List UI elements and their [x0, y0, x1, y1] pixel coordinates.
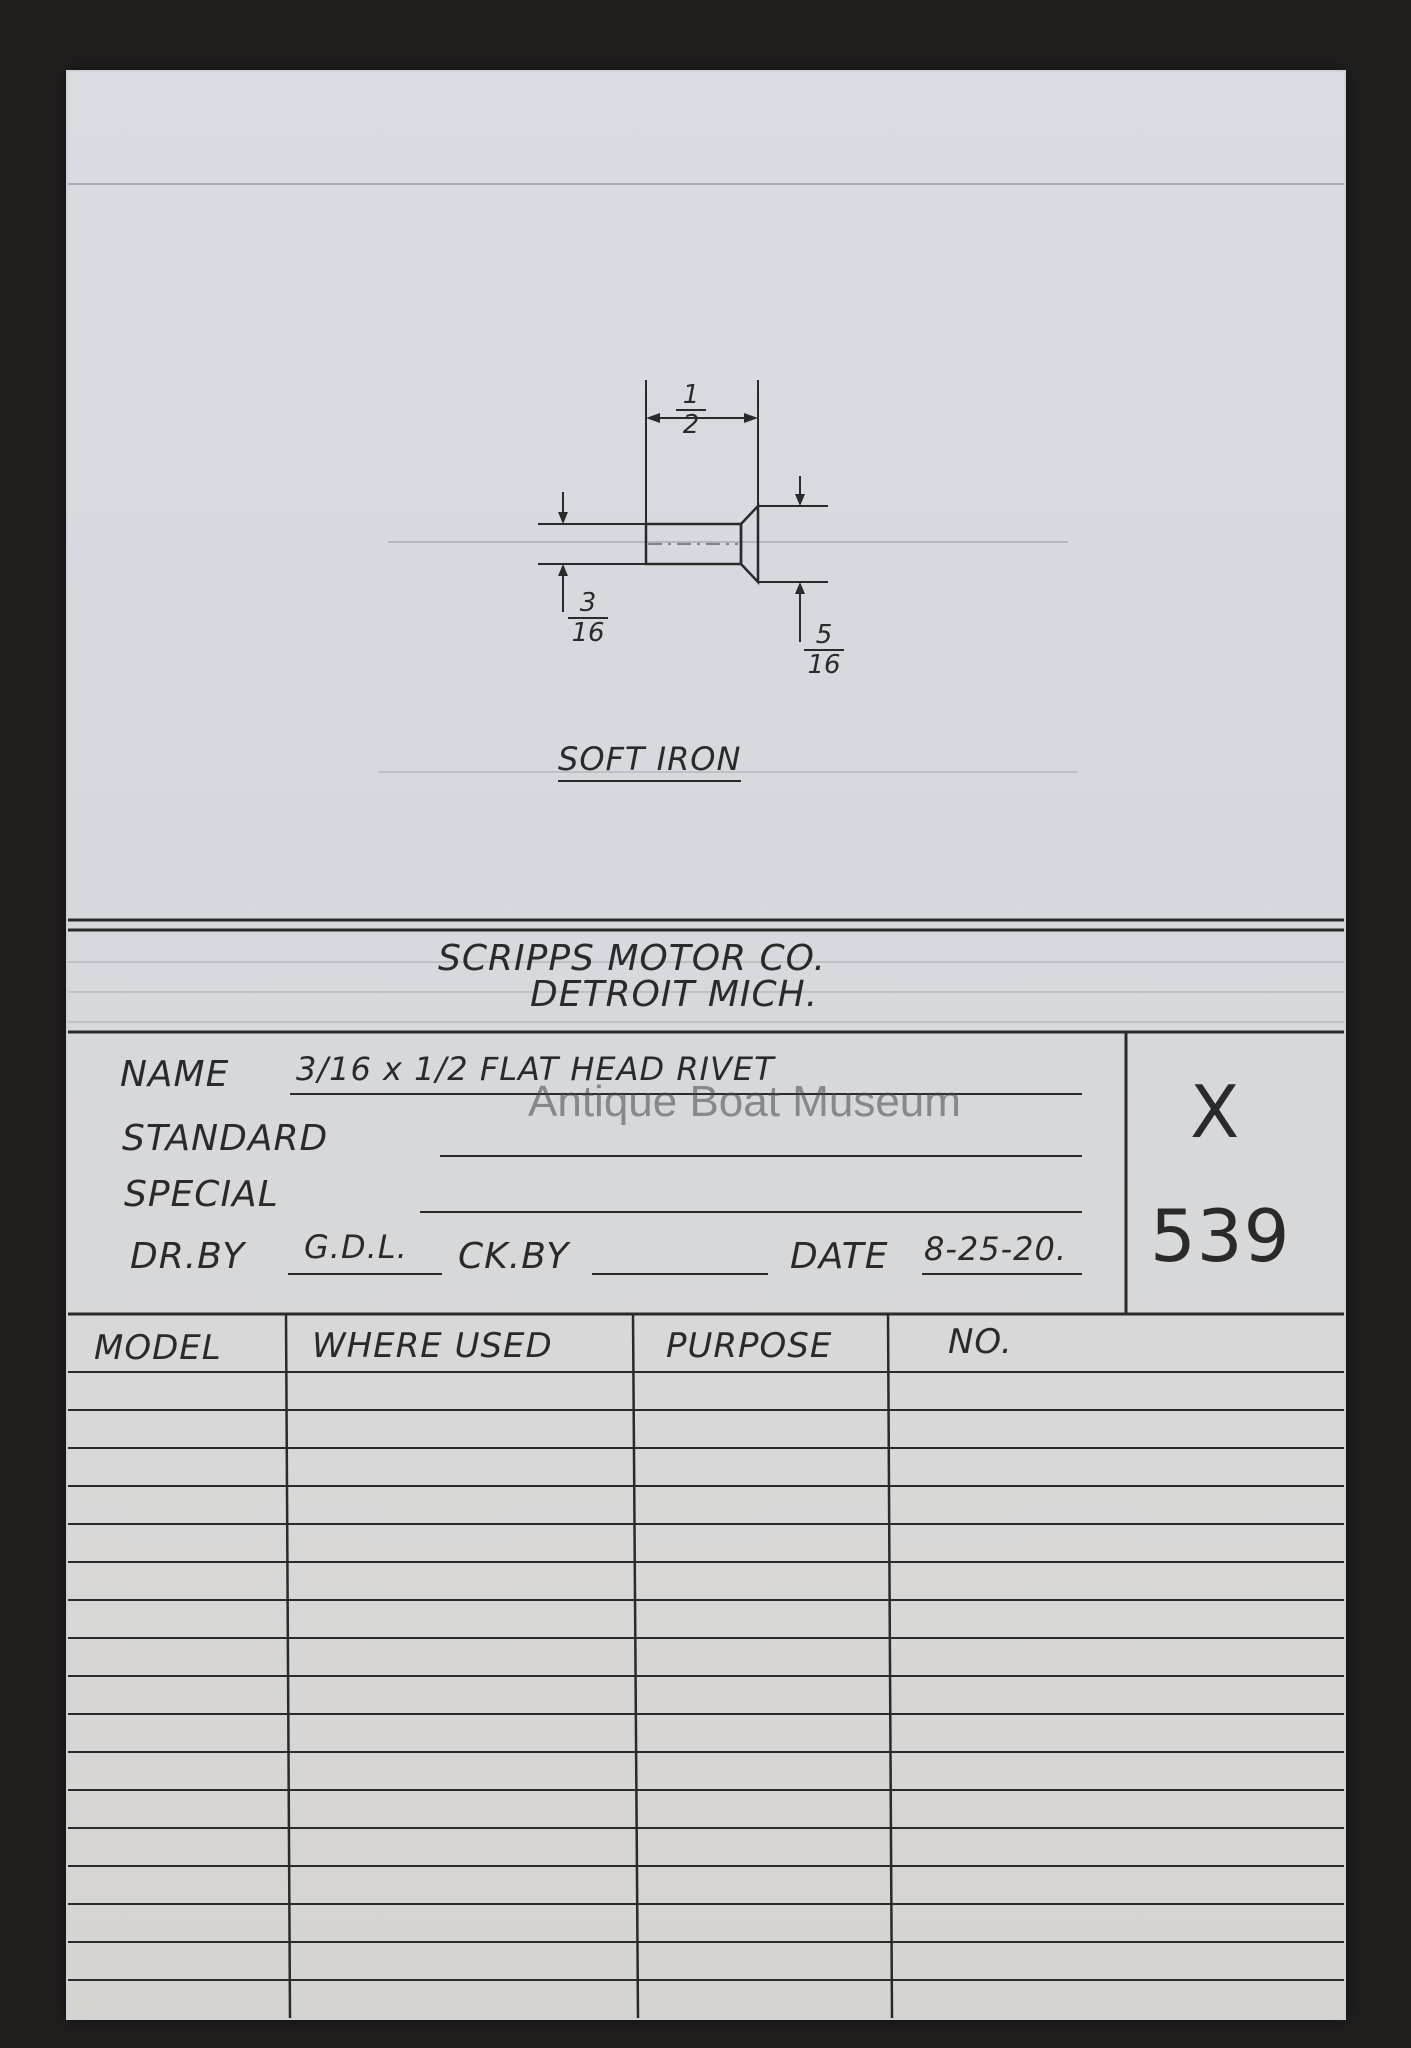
- company-city: DETROIT MICH.: [530, 974, 819, 1015]
- dim-head-num: 5: [815, 620, 833, 650]
- date-label: DATE: [790, 1236, 889, 1277]
- company-name: SCRIPPS MOTOR CO.: [438, 938, 826, 979]
- col-where-used: WHERE USED: [312, 1326, 553, 1366]
- drawing-number: 539: [1150, 1194, 1291, 1278]
- dim-length-den: 2: [682, 410, 700, 440]
- name-value: 3/16 x 1/2 FLAT HEAD RIVET: [296, 1050, 775, 1088]
- title-block-lines: [68, 72, 1344, 2018]
- date-value: 8-25-20.: [924, 1230, 1068, 1268]
- col-model: MODEL: [94, 1328, 222, 1368]
- checked-by-label: CK.BY: [458, 1236, 570, 1277]
- special-label: SPECIAL: [124, 1174, 279, 1215]
- drawn-by-label: DR.BY: [130, 1236, 246, 1277]
- watermark: Antique Boat Museum: [528, 1077, 961, 1126]
- dim-length-num: 1: [682, 380, 700, 410]
- drawing-sheet: [68, 72, 1344, 2018]
- material-note: SOFT IRON: [558, 740, 741, 782]
- drawn-by-value: G.D.L.: [304, 1228, 408, 1266]
- dim-shank-num: 3: [579, 588, 597, 618]
- drawing-series: X: [1190, 1070, 1241, 1154]
- col-number: NO.: [948, 1322, 1013, 1362]
- dim-shank-den: 16: [571, 618, 605, 648]
- standard-label: STANDARD: [122, 1118, 329, 1159]
- name-label: NAME: [120, 1054, 230, 1095]
- col-purpose: PURPOSE: [666, 1326, 833, 1366]
- dim-head-den: 16: [807, 650, 841, 680]
